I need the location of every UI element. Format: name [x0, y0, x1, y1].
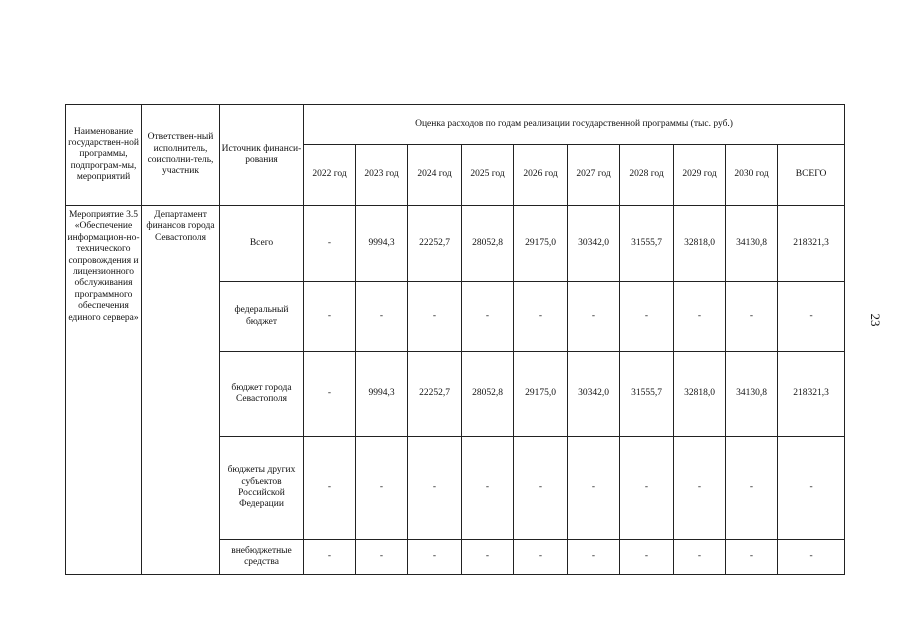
- source-cell: Всего: [220, 206, 304, 282]
- value-cell: -: [674, 437, 726, 540]
- value-cell: -: [408, 282, 462, 352]
- value-cell: -: [778, 282, 845, 352]
- value-cell: -: [620, 437, 674, 540]
- value-cell: -: [778, 437, 845, 540]
- value-cell: -: [514, 437, 568, 540]
- value-cell: 31555,7: [620, 206, 674, 282]
- header-year: 2028 год: [620, 145, 674, 206]
- value-cell: -: [620, 282, 674, 352]
- value-cell: -: [304, 352, 356, 437]
- source-cell: федеральный бюджет: [220, 282, 304, 352]
- source-cell: бюджет города Севастополя: [220, 352, 304, 437]
- value-cell: 9994,3: [356, 206, 408, 282]
- value-cell: 29175,0: [514, 206, 568, 282]
- value-cell: -: [408, 437, 462, 540]
- value-cell: -: [514, 540, 568, 575]
- header-source: Источник финанси-рования: [220, 105, 304, 206]
- value-cell: -: [356, 282, 408, 352]
- value-cell: 30342,0: [568, 352, 620, 437]
- value-cell: 28052,8: [462, 352, 514, 437]
- header-year: 2024 год: [408, 145, 462, 206]
- value-cell: 32818,0: [674, 352, 726, 437]
- value-cell: 34130,8: [726, 352, 778, 437]
- value-cell: -: [462, 540, 514, 575]
- value-cell: -: [408, 540, 462, 575]
- value-cell: -: [674, 282, 726, 352]
- header-year: 2026 год: [514, 145, 568, 206]
- value-cell: 32818,0: [674, 206, 726, 282]
- value-cell: 218321,3: [778, 352, 845, 437]
- value-cell: 9994,3: [356, 352, 408, 437]
- value-cell: -: [568, 540, 620, 575]
- header-year: 2029 год: [674, 145, 726, 206]
- page-number: 23: [868, 313, 883, 327]
- value-cell: 218321,3: [778, 206, 845, 282]
- value-cell: 29175,0: [514, 352, 568, 437]
- value-cell: -: [726, 437, 778, 540]
- value-cell: -: [620, 540, 674, 575]
- header-year: 2027 год: [568, 145, 620, 206]
- value-cell: 22252,7: [408, 206, 462, 282]
- value-cell: 34130,8: [726, 206, 778, 282]
- value-cell: 30342,0: [568, 206, 620, 282]
- header-estimate: Оценка расходов по годам реализации государственной программы (тыс. руб.): [304, 105, 845, 145]
- header-executor: Ответствен-ный исполнитель, соисполни-тель, участник: [142, 105, 220, 206]
- budget-table: [65, 104, 845, 575]
- value-cell: -: [356, 437, 408, 540]
- value-cell: 28052,8: [462, 206, 514, 282]
- executor-cell: Департамент финансов города Севастополя: [142, 206, 220, 575]
- header-year: 2025 год: [462, 145, 514, 206]
- value-cell: -: [304, 282, 356, 352]
- value-cell: -: [304, 437, 356, 540]
- source-cell: бюджеты других субъектов Российской Федерации: [220, 437, 304, 540]
- value-cell: -: [462, 437, 514, 540]
- value-cell: -: [778, 540, 845, 575]
- value-cell: -: [514, 282, 568, 352]
- program-name-cell: Мероприятие 3.5 «Обеспечение информацион-но-технического сопровождения и лицензионного обслуживания программного обеспечения единого сервера»: [66, 206, 142, 575]
- header-year: 2030 год: [726, 145, 778, 206]
- value-cell: -: [726, 282, 778, 352]
- value-cell: -: [674, 540, 726, 575]
- value-cell: 22252,7: [408, 352, 462, 437]
- value-cell: -: [462, 282, 514, 352]
- header-program-name: Наименование государствен-ной программы, подпрограм-мы, мероприятий: [66, 105, 142, 206]
- value-cell: -: [304, 540, 356, 575]
- value-cell: -: [568, 282, 620, 352]
- source-cell: внебюджетные средства: [220, 540, 304, 575]
- value-cell: -: [568, 437, 620, 540]
- header-year: 2022 год: [304, 145, 356, 206]
- header-year: ВСЕГО: [778, 145, 845, 206]
- value-cell: -: [356, 540, 408, 575]
- table-row: [66, 206, 845, 282]
- value-cell: 31555,7: [620, 352, 674, 437]
- value-cell: -: [726, 540, 778, 575]
- value-cell: -: [304, 206, 356, 282]
- header-year: 2023 год: [356, 145, 408, 206]
